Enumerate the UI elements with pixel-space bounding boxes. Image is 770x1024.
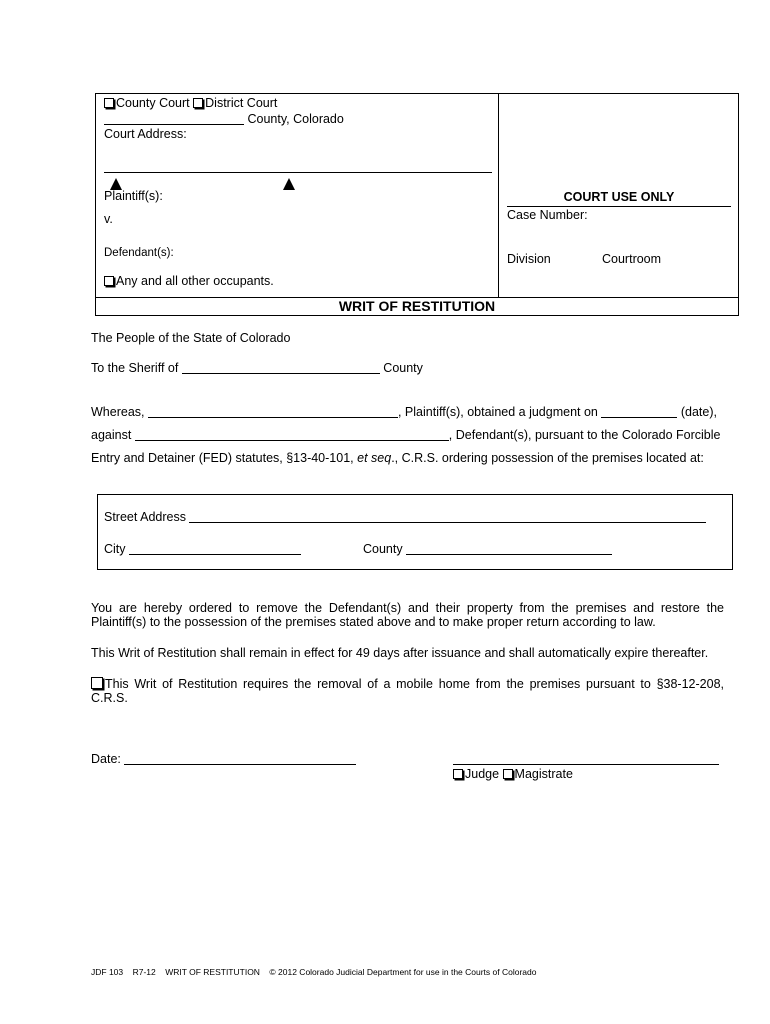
- county-colorado-label: County, Colorado: [247, 112, 344, 126]
- city-label: City: [104, 542, 126, 556]
- address-county-field[interactable]: [406, 542, 612, 555]
- whereas-line: [91, 405, 717, 419]
- magistrate-checkbox[interactable]: [503, 769, 513, 779]
- city-field[interactable]: [129, 542, 301, 555]
- court-use-only-label: COURT USE ONLY: [563, 190, 675, 204]
- street-address-row: [104, 510, 706, 524]
- district-court-label: District Court: [205, 96, 278, 110]
- street-address-field[interactable]: [189, 510, 706, 523]
- entry-statute-text: Entry and Detainer (FED) statutes, §13-40-101,: [91, 451, 354, 465]
- court-use-rule: [507, 206, 731, 207]
- plaintiffs-label: Plaintiff(s):: [104, 189, 163, 203]
- et-seq-text: et seq: [357, 451, 392, 465]
- courtroom-label: Courtroom: [602, 252, 662, 266]
- issue-date-field[interactable]: [124, 752, 356, 765]
- date-row: [91, 752, 356, 766]
- to-sheriff-label: To the Sheriff of: [91, 361, 179, 375]
- footer-form-title: WRIT OF RESTITUTION: [165, 967, 260, 977]
- address-county-label: County: [363, 542, 403, 556]
- document-title: WRIT OF RESTITUTION: [338, 298, 496, 314]
- other-occupants-label: Any and all other occupants.: [116, 274, 274, 288]
- other-occupants-checkbox[interactable]: [104, 276, 114, 286]
- defendant-pursuant-text: , Defendant(s), pursuant to the Colorado Forcible: [448, 428, 721, 442]
- signer-role-row: [453, 767, 573, 781]
- mobile-home-text: This Writ of Restitution requires the removal of a mobile home from the premises pursuant to §38-12-208, C.R.S.: [91, 677, 724, 705]
- city-row: [104, 542, 301, 556]
- footer-form-id: JDF 103: [91, 967, 124, 977]
- division-label: Division: [507, 252, 551, 266]
- whereas-label: Whereas,: [91, 405, 145, 419]
- county-court-label: County Court: [116, 96, 190, 110]
- district-court-checkbox[interactable]: [193, 98, 203, 108]
- date-label: Date:: [91, 752, 121, 766]
- judge-label: Judge: [465, 767, 500, 781]
- footer-copyright: © 2012 Colorado Judicial Department for use in the Courts of Colorado: [269, 967, 537, 977]
- street-address-label: Street Address: [104, 510, 186, 524]
- signature-line[interactable]: [453, 764, 719, 765]
- sheriff-line: [91, 361, 423, 375]
- county-row: [104, 112, 344, 126]
- plaintiff-obtained-text: , Plaintiff(s), obtained a judgment on: [397, 405, 598, 419]
- against-line: [91, 428, 720, 442]
- judge-checkbox[interactable]: [453, 769, 463, 779]
- county-court-checkbox[interactable]: [104, 98, 114, 108]
- effect-paragraph: This Writ of Restitution shall remain in effect for 49 days after issuance and shall automatically expire thereafter.: [91, 646, 709, 660]
- premises-address-box: [97, 494, 733, 570]
- case-number-label: Case Number:: [507, 208, 588, 222]
- occupants-row: [104, 274, 274, 288]
- court-type-row: [104, 96, 277, 110]
- judgment-date-field[interactable]: [601, 405, 677, 418]
- sheriff-county-field[interactable]: [182, 361, 380, 374]
- mobile-home-checkbox[interactable]: [91, 677, 103, 689]
- footer-revision: R7-12: [132, 967, 156, 977]
- mobile-home-row: [91, 677, 724, 705]
- magistrate-label: Magistrate: [514, 767, 573, 781]
- entry-possession-text: ., C.R.S. ordering possession of the premises located at:: [391, 451, 704, 465]
- entry-line: [91, 451, 704, 465]
- against-label: against: [91, 428, 132, 442]
- defendants-label: Defendant(s):: [104, 247, 174, 259]
- caption-divider: [498, 93, 499, 298]
- triangle-right-icon: [283, 178, 295, 190]
- date-paren-text: (date),: [680, 405, 717, 419]
- footer: [91, 967, 536, 977]
- court-address-line[interactable]: [104, 172, 492, 173]
- county-name-field[interactable]: [104, 112, 244, 125]
- plaintiff-name-field[interactable]: [148, 405, 398, 418]
- order-paragraph: You are hereby ordered to remove the Defendant(s) and their property from the premises and restore the Plaintiff(s) to the possession of the premises stated above and to make proper return according to law.: [91, 601, 724, 629]
- county-row-address: [363, 542, 612, 556]
- versus-label: v.: [104, 212, 113, 226]
- people-line: The People of the State of Colorado: [91, 331, 291, 345]
- county-word: County: [383, 361, 423, 375]
- defendant-name-field[interactable]: [135, 428, 449, 441]
- court-address-label: Court Address:: [104, 127, 187, 141]
